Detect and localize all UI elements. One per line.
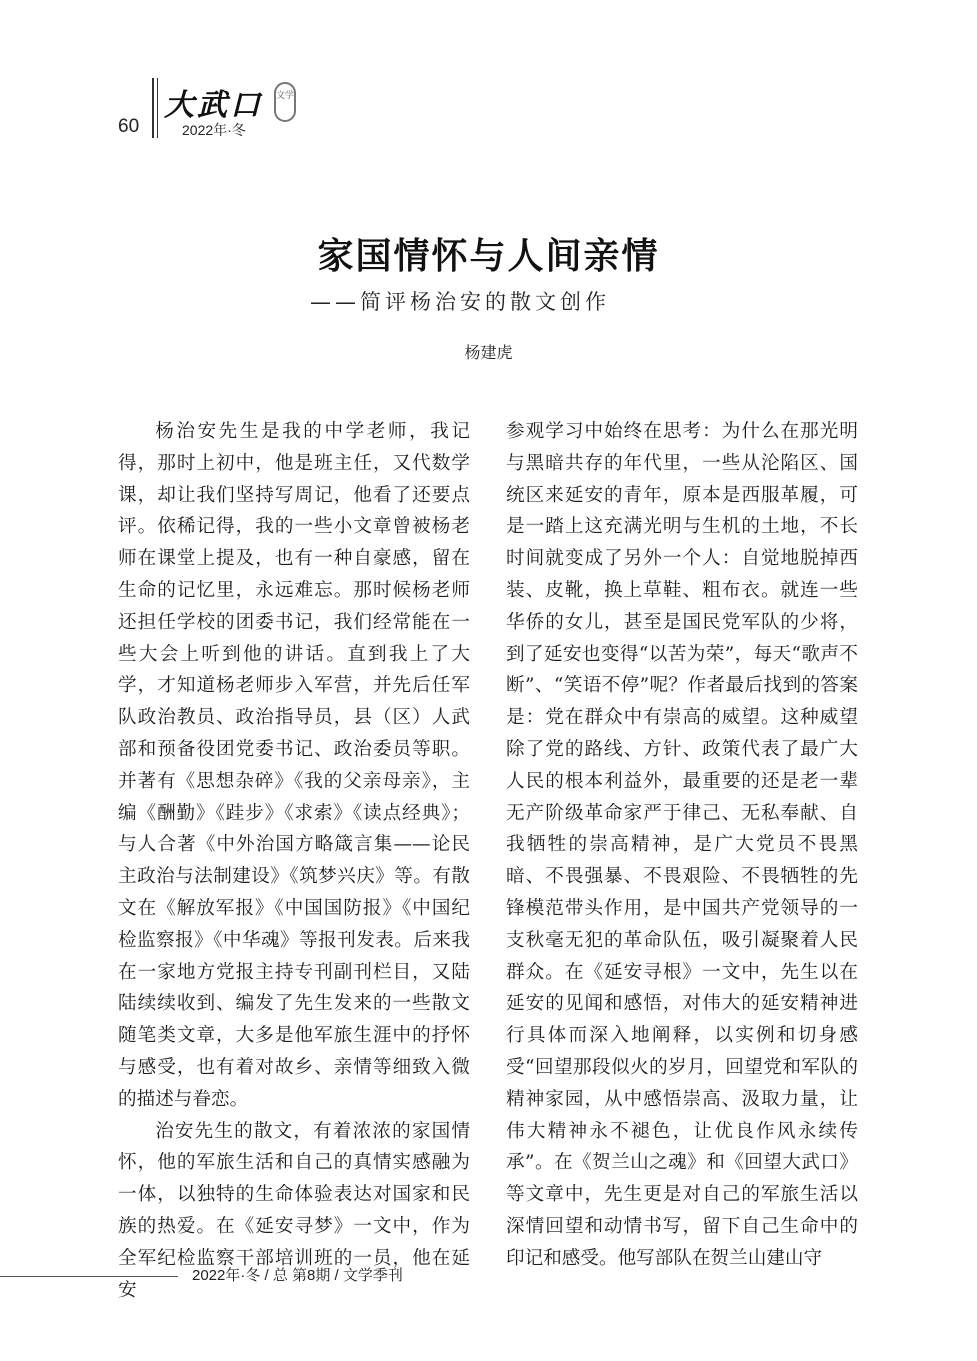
paragraph: 杨治安先生是我的中学老师，我记得，那时上初中，他是班主任，又代数学课，却让我们坚持写周记，他看了还要点评。依稀记得，我的一些小文章曾被杨老师在课堂上提及，也有一种自豪感，留在生命的记忆里，永远难忘。那时候杨老师还担任学校的团委书记，我们经常能在一些大会上听到他的讲话。直到我上了大学，才知道杨老师步入军营，并先后任军队政治教员、政治指导员，县（区）人武部和预备役团党委书记、政治委员等职。并著有《思想杂碎》《我的父亲母亲》，主编《酬勤》《跬步》《求索》《读点经典》；与人合著《中外治国方略箴言集——论民主政治与法制建设》《筑梦兴庆》等。有散文在《解放军报》《中国国防报》《中国纪检监察报》《中华魂》等报刊发表。后来我在一家地方党报主持专刊副刊栏目，又陆陆续续收到、编发了先生发来的一些散文随笔类文章，大多是他军旅生涯中的抒怀与感受，也有着对故乡、亲情等细致入微的描述与眷恋。 [118,421,470,1110]
left-column [118,416,470,1306]
article-author: 杨建虎 [464,343,513,362]
paragraph-continued: 参观学习中始终在思考：为什么在那光明与黑暗共存的年代里，一些从沦陷区、国统区来延安的青年，原本是西服革履，可是一踏上这充满光明与生机的土地，不长时间就变成了另外一个人：自觉地脱掉西装、皮靴，换上草鞋、粗布衣。就连一些华侨的女儿，甚至是国民党军队的少将，到了延安也变得“以苦为荣”，每天“歌声不断”、“笑语不停”呢？作者最后找到的答案是：党在群众中有崇高的威望。这种威望除了党的路线、方针、政策代表了最广大人民的根本利益外，最重要的还是老一辈无产阶级革命家严于律己、无私奉献、自我牺牲的崇高精神，是广大党员不畏黑暗、不畏强暴、不畏艰险、不畏牺牲的先锋模范带头作用，是中国共产党领导的一支秋毫无犯的革命队伍，吸引凝聚着人民群众。在《延安寻根》一文中，先生以在延安的见闻和感悟，对伟大的延安精神进行具体而深入地阐释，以实例和切身感受“回望那段似火的岁月，回望党和军队的精神家园，从中感悟崇高、汲取力量，让伟大精神永不褪色，让优良作风永续传承”。在《贺兰山之魂》和《回望大武口》等文章中，先生更是对自己的军旅生活以深情回望和动情书写，留下自己生命中的印记和感受。他写部队在贺兰山建山守 [506,421,858,1269]
magazine-logo: 大武口 [164,88,263,123]
page-header [118,78,318,142]
footer-issue-info: 2022年·冬 / 总 第8期 / 文学季刊 [192,1267,403,1284]
article-title: 家国情怀与人间亲情 [317,235,660,277]
article-subtitle: ——简评杨治安的散文创作 [310,290,610,314]
magazine-seal-icon: 文学 [274,82,296,122]
page-number: 60 [118,116,140,137]
header-divider-thin [157,78,158,138]
footer-rule [0,1276,178,1277]
paragraph: 治安先生的散文，有着浓浓的家国情怀，他的军旅生活和自己的真情实感融为一体，以独特的生命体验表达对国家和民族的热爱。在《延安寻梦》一文中，作为全军纪检监察干部培训班的一员，他在延安 [118,1120,470,1301]
right-column [506,416,858,1275]
header-divider [152,78,154,138]
issue-label: 2022年·冬 [182,122,246,138]
